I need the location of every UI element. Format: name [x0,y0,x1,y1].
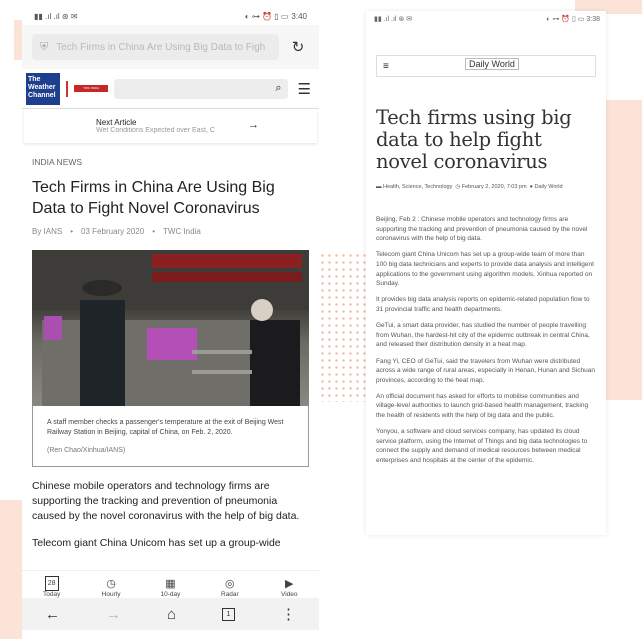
browser-toolbar [22,25,319,69]
tab-10-day[interactable] [145,578,195,598]
article-meta [366,173,606,191]
forward-arrow-icon[interactable]: → [105,605,121,623]
byline-date: 03 February 2020 [81,227,145,236]
byline-separator: • [152,227,156,236]
meta-categories[interactable]: Health, Science, Technology [383,184,453,190]
status-bar [22,8,319,25]
next-article-subtitle: Wet Conditions Expected over East, C [96,127,215,134]
tab-count-button[interactable]: 1 [222,608,235,621]
folder-icon: ▬ [376,184,382,190]
daily-world-logo[interactable]: Daily World [465,58,519,70]
article-category[interactable]: INDIA NEWS [32,157,83,167]
tab-hourly[interactable] [86,578,136,598]
decor-dots [312,252,372,402]
signal-icon: ▮▮ .ıl .ıl ⊛ ✉ [374,16,413,23]
more-options-icon[interactable]: ⋮ [280,606,296,623]
search-icon[interactable]: ⌕ [275,82,282,94]
article-photo [32,250,309,406]
meta-author[interactable]: Daily World [534,184,563,190]
site-header [22,69,319,109]
tab-label: Today [43,591,61,598]
radar-icon: ◎ [225,578,235,590]
photo-credit: (Ren Chao/Xinhua/IANS) [47,447,126,454]
tab-video[interactable] [264,578,314,598]
article-byline [22,219,319,236]
caption-text: A staff member checks a passenger's temperature at the exit of Beijing West Railway Station in Beijing, capital of China, on Feb. 2, 2020. [47,419,284,436]
right-phone-screen [366,11,606,535]
play-icon: ▶ [285,578,294,590]
status-bar [366,11,606,27]
address-bar[interactable] [32,34,279,60]
site-menu-bar [376,55,596,77]
next-article-heading: Next Article [96,118,137,127]
article-paragraph: GeTui, a smart data provider, has studied the number of people travelling from Wuhan, the hardest-hit city of the epidemic outbreak in central China, and released their distribution density in a heat map. [376,322,590,349]
clock-icon: ◷ [106,578,116,590]
article-paragraph: Telecom giant China Unicom has set up a group-wide [32,537,281,549]
signal-icon: ▮▮ .ıl .ıl ⊛ ✉ [34,12,78,21]
back-arrow-icon[interactable]: ← [44,605,60,623]
arrow-right-icon[interactable]: → [248,119,259,131]
tab-label: Hourly [101,591,121,598]
article-title: Tech firms using big data to help fight novel coronavirus [376,106,572,173]
tab-label: Video [280,591,298,598]
reload-icon[interactable]: ↻ [291,39,305,56]
article-paragraph: Telecom giant China Unicom has set up a group-wide team of more than 100 big data technicians and experts to provide data analysis and intelligent applications to the government using algorithm models, Xinhua reported on Sunday. [376,251,594,288]
clock-icon: ◷ [455,184,461,190]
status-icons: ◐ ⊶ ⏰ ▯ ▭ [244,12,289,21]
article-body [366,191,606,466]
left-phone-screen [22,8,319,630]
user-icon: ● [529,184,533,190]
url-text: Tech Firms in China Are Using Big Data to Figh [56,41,266,53]
shield-icon: ⛨ [40,40,49,53]
photo-illustration [32,250,309,406]
article-paragraph: An official document has asked for efforts to mobilise communities and village-level authorities to launch grid-based health management, tracking the health of residents with the help of big data and the public. [376,392,589,420]
calendar-28-icon: 28 [45,576,59,591]
meta-date: February 2, 2020, 7:03 pm [461,184,527,190]
article-paragraph: Chinese mobile operators and technology firms are supporting the tracking and prevention of pneumonia caused by the novel coronavirus with the help of big data. [32,480,300,522]
article-paragraph: Yonyou, a software and cloud services company, has updated its cloud service platform, using the Internet of Things and big data technologies to connect the supply and demand of medical resources between medical enterprises and hospitals at the center of the epidemic. [376,428,588,465]
decor-peach-bottom-left [0,500,22,639]
status-time: 3:40 [291,12,307,21]
browser-nav-bar [22,598,319,630]
byline-separator: • [70,227,74,236]
tab-radar[interactable] [205,578,255,598]
site-search-input[interactable] [114,79,288,99]
byline-author: By IANS [32,227,63,236]
home-icon[interactable]: ⌂ [166,605,177,623]
decor-peach-right [600,100,642,400]
twc-india-logo: TWC INDIA [74,85,108,92]
hamburger-menu-icon[interactable]: ≡ [383,60,389,72]
bottom-tab-bar [22,570,319,598]
tab-label: 10-day [160,591,181,598]
twc-logo[interactable]: The Weather Channel [26,73,60,105]
article-paragraph: It provides big data analysis reports on epidemic-related population flow to 31 provincial traffic and health departments. [376,296,590,313]
tab-label: Radar [221,591,239,598]
next-article-banner[interactable] [24,109,317,143]
status-time: 3:38 [586,16,600,23]
article-paragraph: Beijing, Feb 2 : Chinese mobile operators and technology firms are supporting the tracking and prevention of pneumonia caused by the novel coronavirus with the help of big data. [376,216,588,243]
article-paragraph: Fang Yi, CEO of GeTui, said the travelers from Wuhan were distributed across a wide range of rural areas, especially in Henan, Hunan and Sichuan provinces, according to the heat map. [376,357,595,384]
byline-source: TWC India [163,227,201,236]
logo-divider [66,81,68,97]
photo-caption [32,406,309,467]
status-icons: ◐ ⊶ ⏰ ▯ ▭ 3:38 [546,16,600,23]
hamburger-menu-icon[interactable]: ☰ [297,80,311,98]
tab-today[interactable] [27,576,77,598]
article-title: Tech Firms in China Are Using Big Data to Fight Novel Coronavirus [32,179,275,217]
calendar-icon: ▦ [165,578,176,590]
